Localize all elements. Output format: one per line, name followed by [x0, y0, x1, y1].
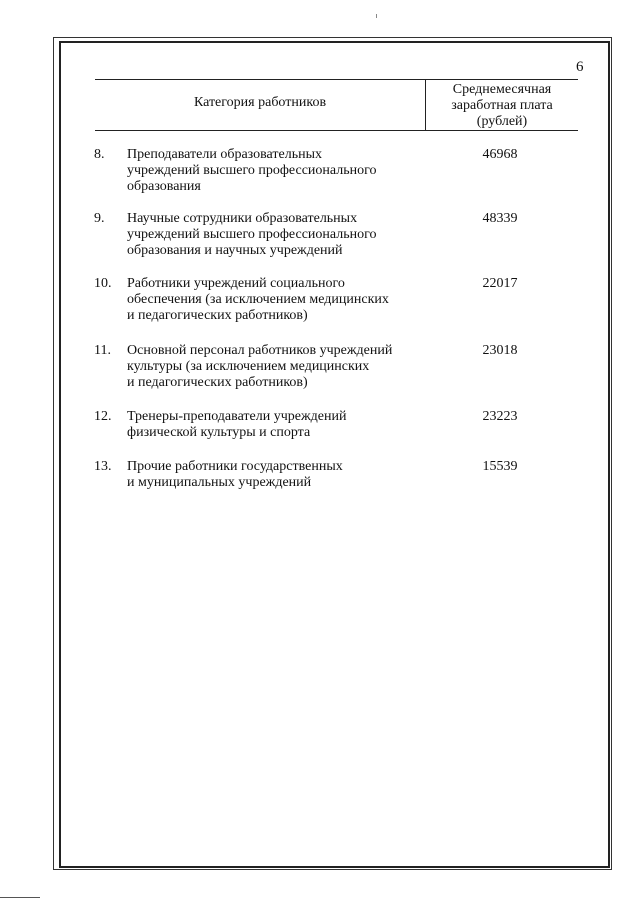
row-salary: 22017: [482, 276, 518, 291]
row-salary: 23018: [482, 343, 518, 358]
row-category: Преподаватели образовательных учреждений высшего профессионального образования: [127, 147, 377, 194]
row-number: 9.: [94, 211, 105, 226]
row-salary: 48339: [482, 211, 518, 226]
row-category: Основной персонал работников учреждений культуры (за исключением медицинских и педагогических работников): [127, 343, 393, 390]
row-category: Тренеры-преподаватели учреждений физической культуры и спорта: [127, 409, 347, 440]
row-category: Научные сотрудники образовательных учреждений высшего профессионального образования и научных учреждений: [127, 211, 377, 258]
row-category: Прочие работники государственных и муниципальных учреждений: [127, 459, 343, 490]
scan-artifact-bottom: [0, 897, 40, 898]
row-number: 12.: [94, 409, 112, 424]
row-number: 11.: [94, 343, 111, 358]
row-number: 10.: [94, 276, 112, 291]
column-header-salary-line: заработная плата: [451, 98, 553, 113]
row-salary: 23223: [482, 409, 518, 424]
scan-artifact: [376, 14, 377, 18]
page-number: 6: [576, 59, 584, 75]
table-header-bottom-rule: [95, 130, 578, 131]
row-number: 8.: [94, 147, 105, 162]
row-salary: 15539: [482, 459, 518, 474]
row-salary: 46968: [482, 147, 518, 162]
column-header-salary-line: Среднемесячная: [452, 82, 552, 97]
column-header-category: Категория работников: [193, 95, 327, 110]
row-category: Работники учреждений социального обеспечения (за исключением медицинских и педагогических работников): [127, 276, 389, 323]
table-header-top-rule: [95, 79, 578, 80]
row-number: 13.: [94, 459, 112, 474]
column-header-salary: [426, 82, 578, 130]
column-header-salary-line: (рублей): [476, 114, 528, 129]
